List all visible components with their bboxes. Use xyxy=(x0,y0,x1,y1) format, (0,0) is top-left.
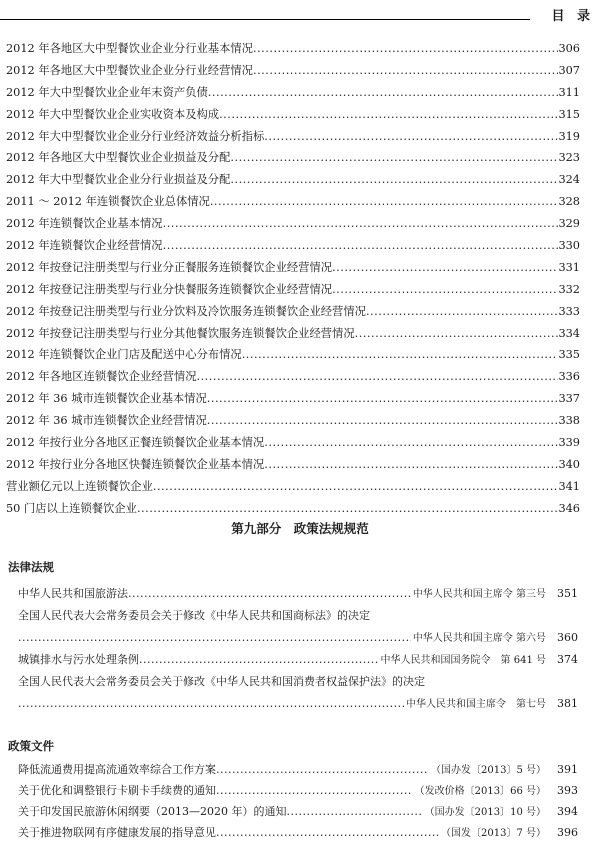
leader-dots xyxy=(253,60,558,82)
toc-entry-title: 2012 年按登记注册类型与行业分正餐服务连锁餐饮企业经营情况 xyxy=(6,260,333,274)
leader-dots xyxy=(207,410,559,432)
toc-entry-page: 341 xyxy=(558,479,580,493)
toc-entry-title: 2012 年按登记注册类型与行业分其他餐饮服务连锁餐饮企业经营情况 xyxy=(6,326,355,340)
toc-entry-title: 2011 ～ 2012 年连锁餐饮企业总体情况 xyxy=(6,195,210,209)
toc-entry-title: 2012 年按登记注册类型与行业分饮料及冷饮服务连锁餐饮企业经营情况 xyxy=(6,304,366,318)
leader-dots xyxy=(216,823,439,843)
toc-entry[interactable] xyxy=(6,454,580,476)
policy-title: 关于推进物联网有序健康发展的指导意见 xyxy=(18,826,216,839)
toc-entry-page: 337 xyxy=(558,392,580,406)
toc-entry-page: 340 xyxy=(558,457,580,471)
policy-source: （发改价格〔2013〕66 号） xyxy=(414,786,546,797)
leader-dots xyxy=(153,476,559,498)
policy-source: （国办发〔2013〕5 号） xyxy=(431,765,546,776)
leader-dots xyxy=(264,432,558,454)
toc-entry-title: 2012 年大中型餐饮业企业分行业损益及分配 xyxy=(6,173,231,187)
leader-dots xyxy=(264,454,558,476)
toc-entry-page: 311 xyxy=(558,85,580,99)
toc-entry-title: 2012 年大中型餐饮业企业实收资本及构成 xyxy=(6,107,220,121)
leader-dots xyxy=(230,169,558,191)
law-page: 374 xyxy=(557,653,578,666)
toc-entry-title: 2012 年各地区大中型餐饮业企业分行业经营情况 xyxy=(6,63,253,77)
toc-entry[interactable] xyxy=(6,82,580,104)
toc-entry-page: 338 xyxy=(558,414,580,428)
section-heading-laws: 法律法规 xyxy=(8,560,54,574)
leader-dots xyxy=(216,781,413,801)
leader-dots xyxy=(18,628,411,648)
law-page: 360 xyxy=(557,631,578,644)
leader-dots xyxy=(208,82,559,104)
toc-entry[interactable] xyxy=(6,279,580,301)
toc-entry[interactable] xyxy=(6,366,580,388)
toc-entry-title: 2012 年大中型餐饮业企业年末资产负债 xyxy=(6,85,208,99)
law-page: 381 xyxy=(557,697,578,710)
toc-list xyxy=(6,38,580,520)
toc-entry-title: 营业额亿元以上连锁餐饮企业 xyxy=(6,479,153,493)
toc-entry-title: 2012 年连锁餐饮企业经营情况 xyxy=(6,239,163,253)
toc-entry-page: 315 xyxy=(558,107,580,121)
leader-dots xyxy=(18,694,404,714)
policy-item[interactable] xyxy=(18,823,578,843)
toc-entry[interactable] xyxy=(6,344,580,366)
toc-entry[interactable] xyxy=(6,410,580,432)
toc-entry[interactable] xyxy=(6,191,580,213)
leader-dots xyxy=(128,584,411,604)
toc-entry-page: 330 xyxy=(558,239,580,253)
toc-entry[interactable] xyxy=(6,126,580,148)
policy-page: 391 xyxy=(557,763,578,776)
leader-dots xyxy=(207,388,559,410)
toc-entry-title: 2012 年 36 城市连锁餐饮企业经营情况 xyxy=(6,414,207,428)
toc-entry[interactable] xyxy=(6,38,580,60)
leader-dots xyxy=(163,213,559,235)
toc-entry-page: 334 xyxy=(558,326,580,340)
law-title-line[interactable]: 全国人民代表大会常务委员会关于修改《中华人民共和国商标法》的决定 xyxy=(18,609,370,622)
toc-entry[interactable] xyxy=(6,104,580,126)
leader-dots xyxy=(332,257,558,279)
toc-entry-title: 2012 年各地区连锁餐饮企业经营情况 xyxy=(6,370,197,384)
policy-title: 关于印发国民旅游休闲纲要（2013—2020 年）的通知 xyxy=(18,805,287,818)
law-source: 中华人民共和国主席令 第六号 xyxy=(412,633,546,644)
toc-entry-page: 329 xyxy=(558,217,580,231)
toc-entry-page: 332 xyxy=(558,282,580,296)
toc-entry[interactable] xyxy=(6,60,580,82)
part-title: 第九部分 政策法规规范 xyxy=(231,521,369,536)
toc-entry-page: 336 xyxy=(558,370,580,384)
toc-entry-title: 2012 年按登记注册类型与行业分快餐服务连锁餐饮企业经营情况 xyxy=(6,282,333,296)
toc-entry[interactable] xyxy=(6,257,580,279)
policy-source: （国办发〔2013〕10 号） xyxy=(424,807,546,818)
toc-entry[interactable] xyxy=(6,169,580,191)
toc-entry-title: 50 门店以上连锁餐饮企业 xyxy=(6,501,137,515)
policy-title: 关于优化和调整银行卡刷卡手续费的通知 xyxy=(18,784,216,797)
policy-source: （国发〔2013〕7 号） xyxy=(441,828,546,839)
law-source: 中华人民共和国主席令 第三号 xyxy=(412,589,546,600)
toc-entry-page: 339 xyxy=(558,436,580,450)
toc-entry-page: 306 xyxy=(558,42,580,55)
policy-page: 393 xyxy=(557,784,578,797)
policy-page: 394 xyxy=(557,805,578,818)
leader-dots xyxy=(264,126,558,148)
toc-entry-page: 335 xyxy=(558,348,580,362)
leader-dots xyxy=(253,38,558,60)
toc-entry-page: 323 xyxy=(558,151,580,165)
leader-dots xyxy=(355,323,559,345)
toc-entry[interactable] xyxy=(6,476,580,498)
leader-dots xyxy=(197,366,559,388)
toc-entry-page: 328 xyxy=(558,195,580,209)
toc-entry-title: 2012 年按行业分各地区正餐连锁餐饮企业基本情况 xyxy=(6,436,265,450)
toc-entry-title: 2012 年各地区大中型餐饮业企业损益及分配 xyxy=(6,151,231,165)
toc-entry[interactable] xyxy=(6,213,580,235)
leader-dots xyxy=(242,344,559,366)
law-source: 中华人民共和国国务院令 第 641 号 xyxy=(380,655,546,666)
toc-entry-title: 2012 年各地区大中型餐饮业企业分行业基本情况 xyxy=(6,42,253,55)
law-source: 中华人民共和国主席令 第七号 xyxy=(406,699,546,710)
policy-item[interactable] xyxy=(18,781,578,801)
toc-entry-page: 346 xyxy=(558,501,580,515)
toc-entry-page: 324 xyxy=(558,173,580,187)
policy-title: 降低流通费用提高流通效率综合工作方案 xyxy=(18,763,216,776)
law-item[interactable] xyxy=(18,650,578,670)
toc-entry-title: 2012 年连锁餐饮企业门店及配送中心分布情况 xyxy=(6,348,242,362)
law-page: 351 xyxy=(557,587,578,600)
law-title: 中华人民共和国旅游法 xyxy=(18,587,128,600)
toc-entry-title: 2012 年按行业分各地区快餐连锁餐饮企业基本情况 xyxy=(6,457,265,471)
leader-dots xyxy=(332,279,558,301)
toc-entry[interactable] xyxy=(6,323,580,345)
leader-dots xyxy=(219,104,558,126)
toc-entry-page: 333 xyxy=(558,304,580,318)
toc-entry[interactable] xyxy=(6,432,580,454)
toc-entry-title: 2012 年连锁餐饮企业基本情况 xyxy=(6,217,163,231)
toc-entry-title: 2012 年 36 城市连锁餐饮企业基本情况 xyxy=(6,392,207,406)
toc-entry[interactable] xyxy=(6,388,580,410)
law-title-line[interactable]: 全国人民代表大会常务委员会关于修改《中华人民共和国消费者权益保护法》的决定 xyxy=(18,675,425,688)
leader-dots xyxy=(216,760,429,780)
toc-entry-title: 2012 年大中型餐饮业企业分行业经济效益分析指标 xyxy=(6,129,265,143)
law-item[interactable] xyxy=(18,584,578,604)
leader-dots xyxy=(366,301,558,323)
policy-item[interactable] xyxy=(18,802,578,822)
header-title: 目 录 xyxy=(551,9,594,24)
leader-dots xyxy=(163,235,559,257)
leader-dots xyxy=(210,191,559,213)
law-item[interactable] xyxy=(18,628,578,648)
leader-dots xyxy=(139,650,379,670)
toc-entry[interactable] xyxy=(6,301,580,323)
section-heading-policies: 政策文件 xyxy=(8,739,54,753)
toc-entry-page: 331 xyxy=(558,260,580,274)
leader-dots xyxy=(137,498,559,520)
policy-page: 396 xyxy=(557,826,578,839)
page-header xyxy=(0,6,600,24)
law-title: 城镇排水与污水处理条例 xyxy=(18,653,139,666)
toc-entry-page: 319 xyxy=(558,129,580,143)
policy-item[interactable] xyxy=(18,760,578,780)
toc-entry[interactable] xyxy=(6,235,580,257)
law-item[interactable] xyxy=(18,694,578,714)
leader-dots xyxy=(286,802,422,822)
toc-entry-page: 307 xyxy=(558,63,580,77)
header-rule xyxy=(0,19,530,20)
leader-dots xyxy=(230,147,558,169)
toc-entry[interactable] xyxy=(6,498,580,520)
toc-entry[interactable] xyxy=(6,147,580,169)
